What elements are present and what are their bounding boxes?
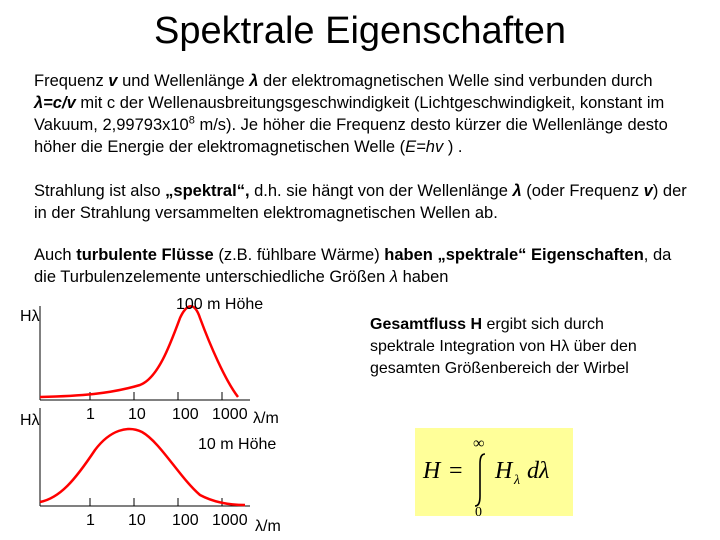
top-tick-label-10: 10 (128, 406, 146, 423)
top-spectrum-curve (40, 306, 238, 397)
bold-run: haben „spektrale“ Eigenschaften (384, 246, 644, 264)
symbol-lambda: λ (249, 72, 259, 90)
formula-lower-limit: 0 (475, 505, 482, 516)
bottom-tick-label-1000: 1000 (212, 512, 248, 529)
bottom-tick-label-1: 1 (86, 512, 95, 529)
symbol-lambda: λ (512, 182, 522, 200)
relation-formula: λ=c/v (34, 94, 76, 112)
bold-run: turbulente Flüsse (76, 246, 214, 264)
text-run: und Wellenlänge (117, 72, 250, 90)
top-tick-label-1: 1 (86, 406, 95, 423)
text-run: Auch (34, 246, 77, 264)
top-tick-label-1000: 1000 (212, 406, 248, 423)
formula-upper-limit: ∞ (473, 435, 485, 452)
top-chart (40, 306, 250, 400)
text-run: (z.B. fühlbare Wärme) (213, 246, 385, 264)
slide-title: Spektrale Eigenschaften (154, 10, 566, 52)
top-y-label: Hλ (20, 308, 40, 325)
text-run: ) . (443, 138, 463, 156)
text-run: haben (398, 268, 449, 286)
formula-graphic (415, 428, 573, 516)
bottom-tick-label-10: 10 (128, 512, 146, 529)
text-run: der elektromagnetischen Welle sind verbunden durch (258, 72, 653, 90)
text-run: ) der in der Strahlung versammelten elektromagnetischen Wellen ab. (34, 182, 687, 222)
text-run: mit c der Wellenausbreitungsgeschwindigkeit (Lichtgeschwindigkeit, konstant im Vakuum, 2,99793x10 (34, 94, 665, 134)
text-run: d.h. sie hängt von der Wellenlänge (249, 182, 513, 200)
symbol-nu: v (108, 72, 118, 90)
bold-run: „spektral“, (165, 182, 250, 200)
integral-formula (415, 428, 573, 516)
formula-integrand: H (495, 458, 513, 484)
symbol-nu: v (643, 182, 653, 200)
integral-sign (475, 454, 485, 506)
symbol-lambda: λ (389, 268, 398, 286)
total-flux-note (370, 314, 660, 380)
top-x-unit: λ/m (253, 410, 279, 427)
formula-equals: = (449, 458, 463, 484)
top-tick-label-100: 100 (172, 406, 199, 423)
text-run: m/s). Je höher die Frequenz desto kürzer die Wellenlänge desto höher die Energie der elektromagnetischen Welle ( (34, 116, 668, 156)
note-text: ergibt sich durch spektrale Integration von Hλ über den gesamten Größenbereich der Wirbel (370, 316, 637, 377)
bottom-x-unit: λ/m (255, 518, 281, 535)
formula-subscript: λ (514, 473, 521, 488)
exponent: 8 (188, 114, 195, 127)
energy-formula: E=hv (405, 138, 444, 156)
bottom-chart-title: 10 m Höhe (198, 436, 277, 453)
text-run: , da die Turbulenzelemente unterschiedliche Größen (34, 246, 672, 286)
formula-lhs: H (423, 458, 441, 484)
note-bold: Gesamtfluss H (370, 316, 483, 333)
bottom-y-label: Hλ (20, 412, 40, 429)
top-chart-title: 100 m Höhe (176, 296, 264, 313)
text-run: (oder Frequenz (521, 182, 644, 200)
text-run: Strahlung ist also (34, 182, 166, 200)
formula-differential: dλ (527, 458, 550, 484)
bottom-tick-label-100: 100 (172, 512, 199, 529)
text-run: Frequenz (34, 72, 109, 90)
